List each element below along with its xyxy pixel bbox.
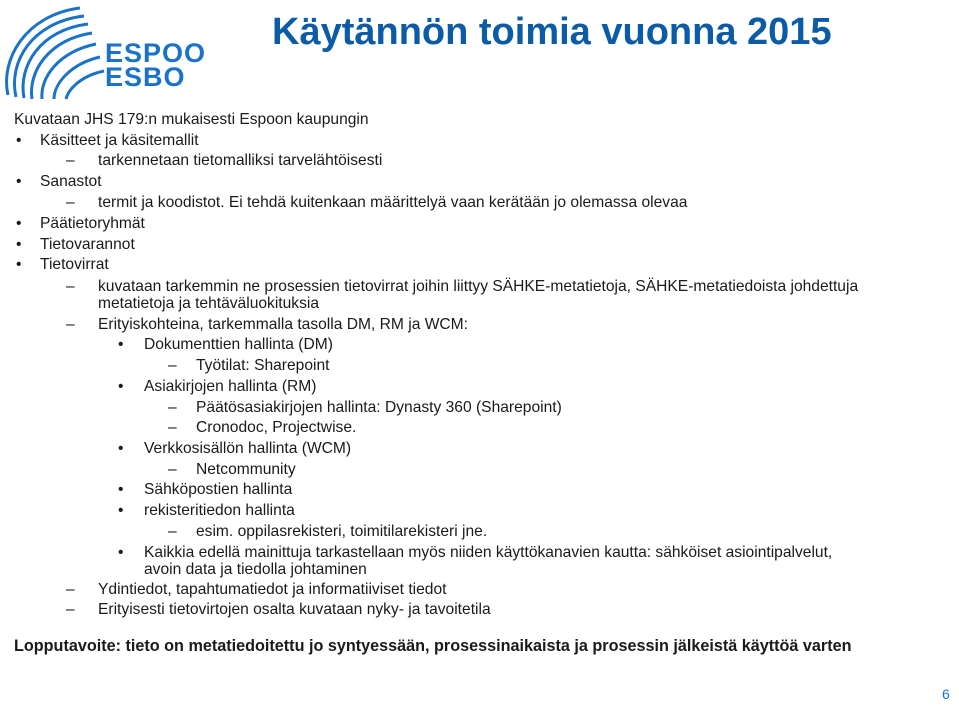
list-item: Tietovarannot [40,236,135,253]
logo-text-espoo: ESPOO [105,38,207,68]
dash-marker: – [168,399,177,416]
list-item: Asiakirjojen hallinta (RM) [144,378,317,395]
dash-marker: – [168,419,177,436]
list-item: Kaikkia edellä mainittuja tarkastellaan myös niiden käyttökanavien kautta: sähköiset asiointipalvelut, [144,544,833,561]
list-item: Sähköpostien hallinta [144,481,293,498]
bullet-marker: • [118,440,124,457]
list-item: Käsitteet ja käsitemallit [40,132,199,149]
summary-goal: Lopputavoite: tieto on metatiedoitettu jo syntyessään, prosessinaikaista ja prosessin jälkeistä käyttöä varten [14,637,852,655]
page-number: 6 [942,686,950,702]
bullet-marker: • [118,336,124,353]
list-item: Netcommunity [196,461,296,478]
dash-marker: – [66,601,75,618]
bullet-marker: • [118,378,124,395]
list-item: termit ja koodistot. Ei tehdä kuitenkaan määrittelyä vaan kerätään jo olemassa olevaa [98,194,688,211]
list-item: Sanastot [40,173,102,190]
list-item: Päätösasiakirjojen hallinta: Dynasty 360 (Sharepoint) [196,399,562,416]
list-item: tarkennetaan tietomalliksi tarvelähtöisesti [98,152,383,169]
list-item: Dokumenttien hallinta (DM) [144,336,333,353]
bullet-marker: • [16,173,22,190]
page-title: Käytännön toimia vuonna 2015 [272,11,832,53]
list-item-intro: Kuvataan JHS 179:n mukaisesti Espoon kaupungin [14,111,369,128]
bullet-marker: • [118,481,124,498]
list-item-continuation: avoin data ja tiedolla johtaminen [144,561,367,578]
list-item: Erityiskohteina, tarkemmalla tasolla DM, RM ja WCM: [98,316,469,333]
list-item: Tietovirrat [40,256,109,273]
dash-marker: – [168,461,177,478]
list-item: Päätietoryhmät [40,215,145,232]
dash-marker: – [66,152,75,169]
list-item: Erityisesti tietovirtojen osalta kuvataan nyky- ja tavoitetila [98,601,491,618]
list-item: Verkkosisällön hallinta (WCM) [144,440,352,457]
dash-marker: – [168,523,177,540]
list-item: Cronodoc, Projectwise. [196,419,357,436]
list-item: esim. oppilasrekisteri, toimitilarekisteri jne. [196,523,488,540]
bullet-marker: • [16,256,22,273]
bullet-marker: • [16,132,22,149]
dash-marker: – [66,194,75,211]
dash-marker: – [66,278,75,295]
list-item: Ydintiedot, tapahtumatiedot ja informatiiviset tiedot [98,581,447,598]
bullet-marker: • [118,544,124,561]
dash-marker: – [66,316,75,333]
list-item: kuvataan tarkemmin ne prosessien tietovirrat joihin liittyy SÄHKE-metatietoja, SÄHKE-metatiedoista johdettuja [98,278,859,295]
espoo-logo [0,0,207,100]
logo-swirl-icon [0,0,110,100]
bullet-marker: • [16,215,22,232]
bullet-marker: • [16,236,22,253]
list-item: rekisteritiedon hallinta [144,502,295,519]
logo-text-esbo: ESBO [105,62,186,92]
dash-marker: – [168,357,177,374]
bullet-marker: • [118,502,124,519]
list-item: Työtilat: Sharepoint [196,357,330,374]
dash-marker: – [66,581,75,598]
list-item-continuation: metatietoja ja tehtäväluokituksia [98,295,320,312]
